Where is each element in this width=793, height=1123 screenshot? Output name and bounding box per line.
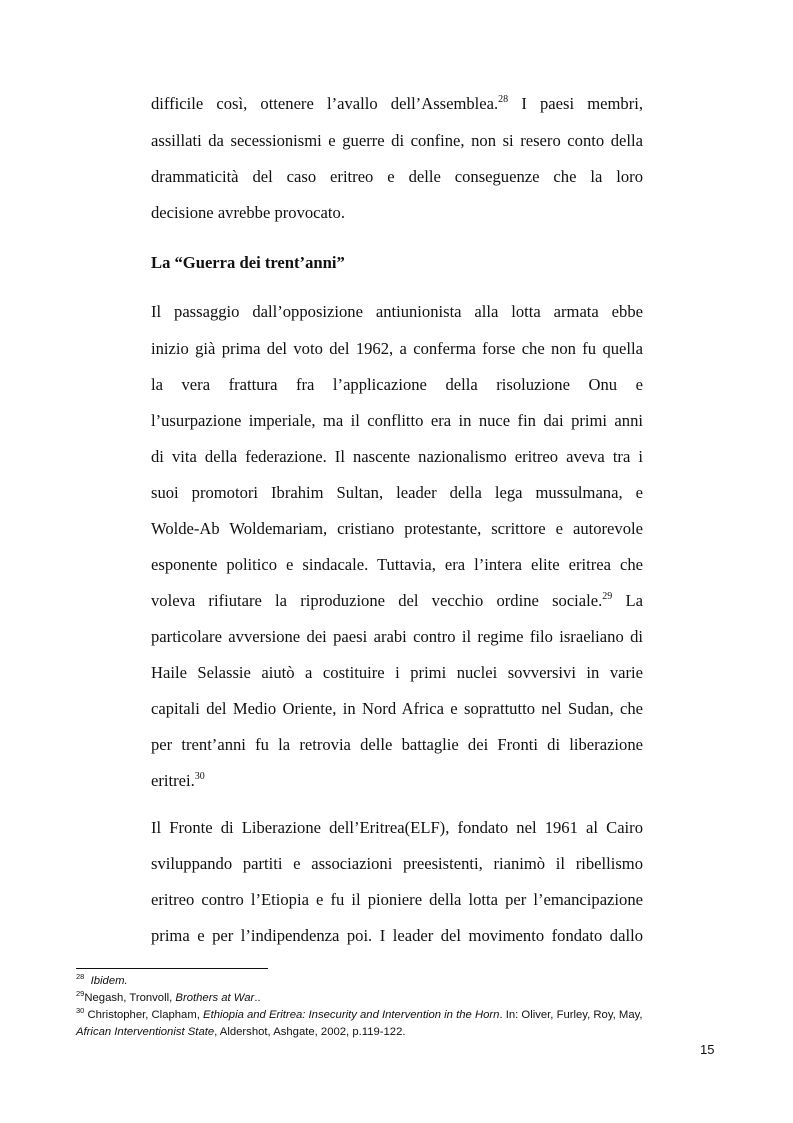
- page-number: 15: [700, 1042, 715, 1057]
- text-line: particolare avversione dei paesi arabi contro il regime filo israeliano di: [151, 627, 643, 646]
- text-line: assillati da secessionismi e guerre di confine, non si resero conto della: [151, 131, 643, 150]
- text-line: drammaticità del caso eritreo e delle conseguenze che la loro: [151, 167, 643, 186]
- text-line: voleva rifiutare la riproduzione del vecchio ordine sociale.$^{29}$ La: [151, 591, 643, 610]
- footnote-30-continued: African Interventionist State, Aldershot, Ashgate, 2002, p.119-122.: [76, 1026, 406, 1038]
- text-line: prima e per l’indipendenza poi. I leader del movimento fondato dallo: [151, 926, 643, 945]
- footnote-ref-28[interactable]: 28: [498, 94, 509, 105]
- text-line: di vita della federazione. Il nascente nazionalismo eritreo aveva tra i: [151, 447, 643, 466]
- text-line: suoi promotori Ibrahim Sultan, leader della lega mussulmana, e: [151, 483, 643, 502]
- text-line: eritreo contro l’Etiopia e fu il pioniere della lotta per l’emancipazione: [151, 890, 643, 909]
- footnote-ref-30[interactable]: 30: [194, 771, 205, 782]
- text-line: sviluppando partiti e associazioni preesistenti, rianimò il ribellismo: [151, 854, 643, 873]
- text-line: difficile così, ottenere l’avallo dell’Assemblea.$^{28}$ I paesi membri,: [151, 94, 643, 113]
- footnote-separator: [76, 968, 268, 969]
- section-heading: La “Guerra dei trent’anni”: [151, 253, 345, 272]
- text-line: inizio già prima del voto del 1962, a conferma forse che non fu quella: [151, 339, 643, 358]
- text-line: Wolde-Ab Woldemariam, cristiano protestante, scrittore e autorevole: [151, 519, 643, 538]
- text-line: decisione avrebbe provocato.: [151, 203, 345, 222]
- footnote-28: $^{28}$ Ibidem.: [76, 972, 128, 987]
- text-line: la vera frattura fra l’applicazione della risoluzione Onu e: [151, 375, 643, 394]
- text-line: per trent’anni fu la retrovia delle battaglie dei Fronti di liberazione: [151, 735, 643, 754]
- footnote-30: $^{30}$ Christopher, Clapham, Ethiopia and Eritrea: Insecurity and Intervention in the Horn. In: Oliver, Furley, Roy, May,: [76, 1006, 643, 1021]
- text-line: Haile Selassie aiutò a costituire i primi nuclei sovversivi in varie: [151, 663, 643, 682]
- text-line: Il passaggio dall’opposizione antiunionista alla lotta armata ebbe: [151, 302, 643, 321]
- footnote-ref-29[interactable]: 29: [602, 591, 613, 602]
- footnote-29: $^{29}$Negash, Tronvoll, Brothers at War..: [76, 989, 261, 1004]
- text-line: esponente politico e sindacale. Tuttavia, era l’intera elite eritrea che: [151, 555, 643, 574]
- text-line: eritrei.$^{30}$: [151, 771, 205, 790]
- text-line: capitali del Medio Oriente, in Nord Africa e soprattutto nel Sudan, che: [151, 699, 643, 718]
- text-line: Il Fronte di Liberazione dell’Eritrea(ELF), fondato nel 1961 al Cairo: [151, 818, 643, 837]
- text-line: l’usurpazione imperiale, ma il conflitto era in nuce fin dai primi anni: [151, 411, 643, 430]
